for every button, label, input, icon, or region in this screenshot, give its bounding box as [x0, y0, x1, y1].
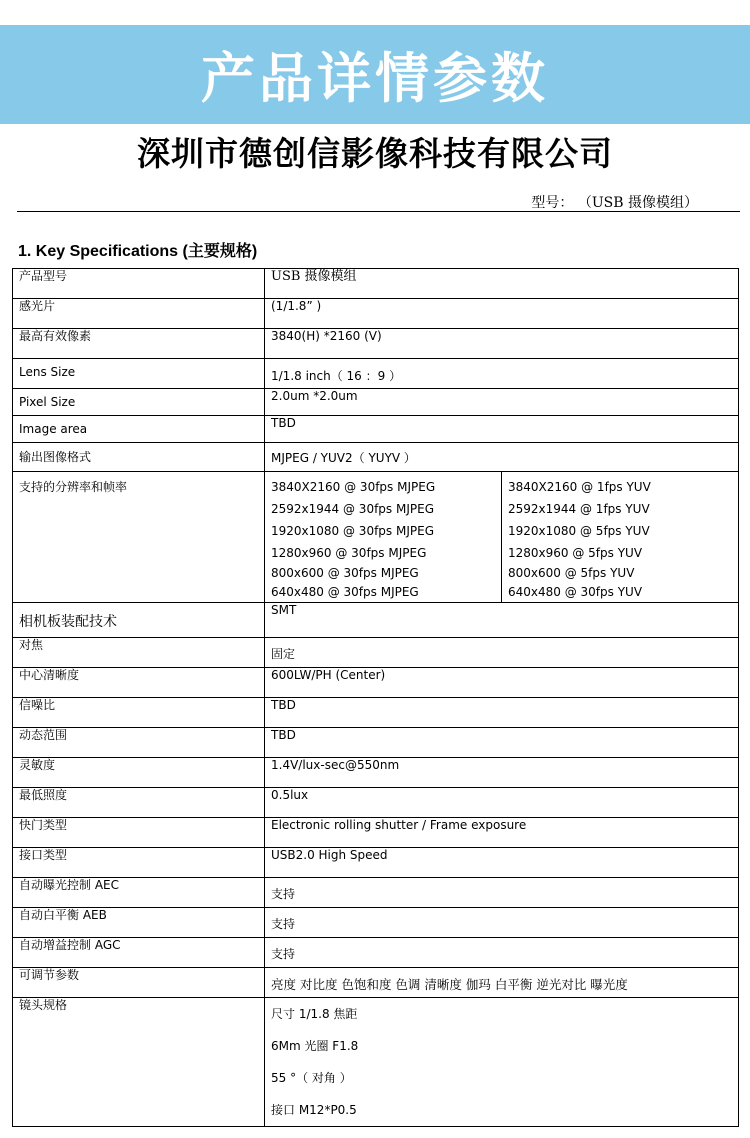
- spec-label: 自动白平衡 AEB: [13, 908, 265, 938]
- spec-label: 自动增益控制 AGC: [13, 938, 265, 968]
- spec-value: 支持: [265, 908, 739, 938]
- spec-label: 动态范围: [13, 728, 265, 758]
- spec-row: [13, 878, 739, 908]
- spec-value: USB2.0 High Speed: [265, 848, 739, 878]
- spec-row: [13, 938, 739, 968]
- spec-row: [13, 638, 739, 668]
- banner-title: 产品详情参数: [201, 47, 549, 110]
- lens-line: 尺寸 1/1.8 焦距: [271, 1007, 358, 1021]
- lens-line: 接口 M12*P0.5: [271, 1103, 357, 1117]
- spec-row: [13, 359, 739, 389]
- spec-label: 信噪比: [13, 698, 265, 728]
- spec-value: (1/1.8” ): [265, 299, 739, 329]
- spec-value: SMT: [265, 603, 739, 638]
- spec-row: [13, 443, 739, 472]
- mjpeg-mode: 1280x960 @ 30fps MJPEG: [271, 546, 427, 560]
- yuv-mode: 2592x1944 @ 1fps YUV: [508, 502, 650, 516]
- spec-row: [13, 269, 739, 299]
- lens-label: 镜头规格: [13, 998, 265, 1127]
- spec-label: 最低照度: [13, 788, 265, 818]
- spec-label: 灵敏度: [13, 758, 265, 788]
- header-divider: [17, 211, 740, 212]
- spec-value: 支持: [265, 878, 739, 908]
- title-banner: [0, 25, 750, 124]
- lens-line: 55 °（ 对角 ）: [271, 1071, 352, 1085]
- spec-label: 可调节参数: [13, 968, 265, 998]
- spec-row: [13, 788, 739, 818]
- resolution-label: 支持的分辨率和帧率: [13, 472, 265, 603]
- company-name: 深圳市德创信影像科技有限公司: [137, 134, 613, 173]
- spec-label: 自动曝光控制 AEC: [13, 878, 265, 908]
- resolution-row: [13, 472, 739, 603]
- yuv-mode: 640x480 @ 30fps YUV: [508, 585, 643, 599]
- spec-label: 快门类型: [13, 818, 265, 848]
- yuv-mode: 1920x1080 @ 5fps YUV: [508, 524, 650, 538]
- spec-value: TBD: [265, 698, 739, 728]
- yuv-mode: 1280x960 @ 5fps YUV: [508, 546, 643, 560]
- spec-label: 相机板装配技术: [13, 603, 265, 638]
- section-title: 1. Key Specifications (主要规格): [18, 243, 258, 260]
- lens-line: 6Mm 光圈 F1.8: [271, 1039, 359, 1053]
- spec-label: 感光片: [13, 299, 265, 329]
- lens-values: [265, 998, 739, 1127]
- mjpeg-mode: 640x480 @ 30fps MJPEG: [271, 585, 419, 599]
- spec-value: MJPEG / YUV2（ YUYV ）: [265, 443, 739, 472]
- spec-value: TBD: [265, 728, 739, 758]
- spec-label: 输出图像格式: [13, 443, 265, 472]
- spec-label: 对焦: [13, 638, 265, 668]
- spec-row: [13, 329, 739, 359]
- spec-row: [13, 848, 739, 878]
- spec-value: 0.5lux: [265, 788, 739, 818]
- spec-label: Pixel Size: [13, 389, 265, 416]
- spec-label: 中心清晰度: [13, 668, 265, 698]
- spec-row: [13, 416, 739, 443]
- spec-row: [13, 818, 739, 848]
- spec-value: 亮度 对比度 色饱和度 色调 清晰度 伽玛 白平衡 逆光对比 曝光度: [265, 968, 739, 998]
- model-line: [531, 192, 698, 212]
- spec-value: 1.4V/lux-sec@550nm: [265, 758, 739, 788]
- spec-value: 支持: [265, 938, 739, 968]
- spec-label: Lens Size: [13, 359, 265, 389]
- spec-value: 600LW/PH (Center): [265, 668, 739, 698]
- yuv-column: [501, 472, 738, 602]
- spec-value: TBD: [265, 416, 739, 443]
- spec-row: [13, 758, 739, 788]
- lens-row: [13, 998, 739, 1127]
- yuv-mode: 800x600 @ 5fps YUV: [508, 566, 635, 580]
- mjpeg-mode: 3840X2160 @ 30fps MJPEG: [271, 480, 436, 494]
- mjpeg-mode: 800x600 @ 30fps MJPEG: [271, 566, 419, 580]
- spec-value: 2.0um *2.0um: [265, 389, 739, 416]
- spec-row: [13, 668, 739, 698]
- spec-label: Image area: [13, 416, 265, 443]
- spec-label: 产品型号: [13, 269, 265, 299]
- spec-label: 接口类型: [13, 848, 265, 878]
- spec-row: [13, 389, 739, 416]
- model-label: 型号：: [531, 195, 574, 211]
- spec-label: 最高有效像素: [13, 329, 265, 359]
- spec-value: 固定: [265, 638, 739, 668]
- spec-row: [13, 603, 739, 638]
- spec-row: [13, 728, 739, 758]
- mjpeg-column: [265, 472, 501, 602]
- spec-value: 3840(H) *2160 (V): [265, 329, 739, 359]
- spec-value: 1/1.8 inch（ 16 ：9 ）: [265, 359, 739, 389]
- spec-row: [13, 968, 739, 998]
- spec-value: Electronic rolling shutter / Frame exposure: [265, 818, 739, 848]
- spec-row: [13, 698, 739, 728]
- spec-value: USB 摄像模组: [265, 269, 739, 299]
- mjpeg-mode: 1920x1080 @ 30fps MJPEG: [271, 524, 434, 538]
- spec-row: [13, 908, 739, 938]
- model-value: （USB 摄像模组）: [577, 195, 698, 211]
- resolution-cell: [265, 472, 739, 603]
- spec-row: [13, 299, 739, 329]
- mjpeg-mode: 2592x1944 @ 30fps MJPEG: [271, 502, 434, 516]
- spec-table: [12, 268, 739, 1127]
- yuv-mode: 3840X2160 @ 1fps YUV: [508, 480, 651, 494]
